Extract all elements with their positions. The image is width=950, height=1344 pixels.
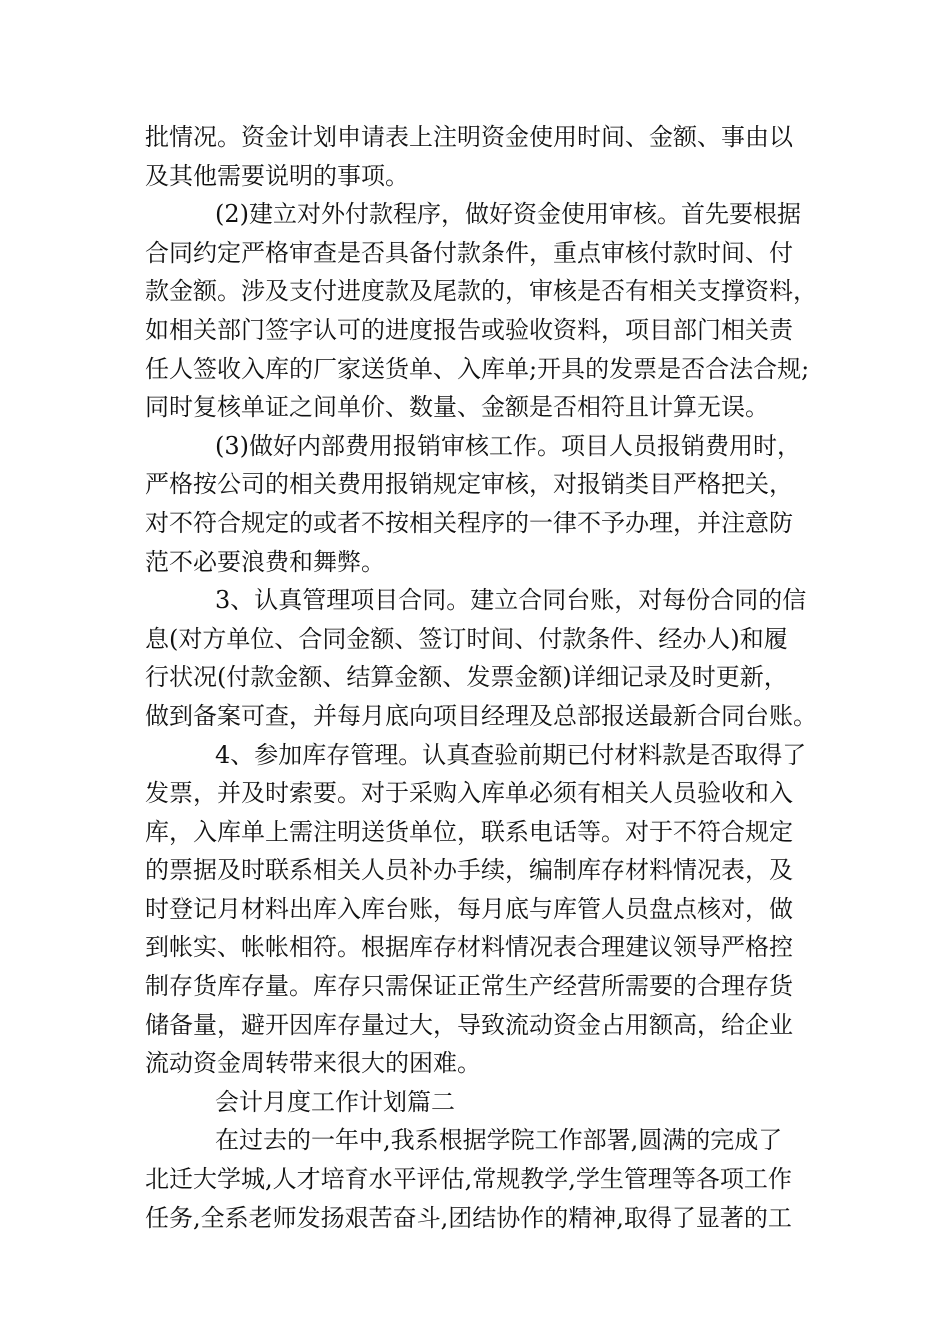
text-line-14: 息(对方单位、合同金额、签订时间、付款条件、经办人)和履: [145, 624, 788, 653]
text-line-16: 做到备案可查，并每月底向项目经理及总部报送最新合同台账。: [145, 701, 817, 730]
text-line-11: 对不符合规定的或者不按相关程序的一律不予办理，并注意防: [145, 508, 793, 537]
text-line-22: 到帐实、帐帐相符。根据库存材料情况表合理建议领导严格控: [145, 933, 793, 962]
text-line-2: 及其他需要说明的事项。: [145, 161, 409, 190]
section-heading: 会计月度工作计划篇二: [215, 1087, 455, 1116]
text-line-23: 制存货库存量。库存只需保证正常生产经营所需要的合理存货: [145, 972, 793, 1001]
text-line-25: 流动资金周转带来很大的困难。: [145, 1049, 481, 1078]
text-line-8: 同时复核单证之间单价、数量、金额是否相符且计算无误。: [145, 393, 769, 422]
text-line-29: 任务,全系老师发扬艰苦奋斗,团结协作的精神,取得了显著的工: [145, 1203, 792, 1232]
text-line-27: 在过去的一年中,我系根据学院工作部署,圆满的完成了: [215, 1126, 783, 1155]
text-line-3: (2)建立对外付款程序，做好资金使用审核。首先要根据: [215, 200, 801, 229]
text-line-10: 严格按公司的相关费用报销规定审核，对报销类目严格把关，: [145, 470, 793, 499]
text-line-4: 合同约定严格审查是否具备付款条件，重点审核付款时间、付: [145, 238, 793, 267]
text-line-6: 如相关部门签字认可的进度报告或验收资料，项目部门相关责: [145, 315, 793, 344]
text-line-24: 储备量，避开因库存量过大，导致流动资金占用额高，给企业: [145, 1010, 793, 1039]
text-line-1: 批情况。资金计划申请表上注明资金使用时间、金额、事由以: [145, 123, 793, 151]
text-line-7: 任人签收入库的厂家送货单、入库单;开具的发票是否合法合规;: [145, 354, 810, 383]
text-line-21: 时登记月材料出库入库台账，每月底与库管人员盘点核对，做: [145, 894, 793, 923]
text-line-20: 的票据及时联系相关人员补办手续，编制库存材料情况表，及: [145, 856, 793, 885]
text-line-28: 北迁大学城,人才培育水平评估,常规教学,学生管理等各项工作: [145, 1165, 792, 1194]
text-line-19: 库，入库单上需注明送货单位，联系电话等。对于不符合规定: [145, 817, 793, 846]
text-line-13: 3、认真管理项目合同。建立合同台账，对每份合同的信: [215, 586, 807, 615]
text-line-9: (3)做好内部费用报销审核工作。项目人员报销费用时，: [215, 431, 801, 460]
text-line-12: 范不必要浪费和舞弊。: [145, 547, 385, 576]
text-line-18: 发票，并及时索要。对于采购入库单必须有相关人员验收和入: [145, 779, 793, 808]
text-line-5: 款金额。涉及支付进度款及尾款的，审核是否有相关支撑资料，: [145, 277, 817, 306]
document-body: [145, 118, 815, 1237]
text-line-17: 4、参加库存管理。认真查验前期已付材料款是否取得了: [215, 740, 807, 769]
text-line-15: 行状况(付款金额、结算金额、发票金额)详细记录及时更新，: [145, 663, 788, 692]
